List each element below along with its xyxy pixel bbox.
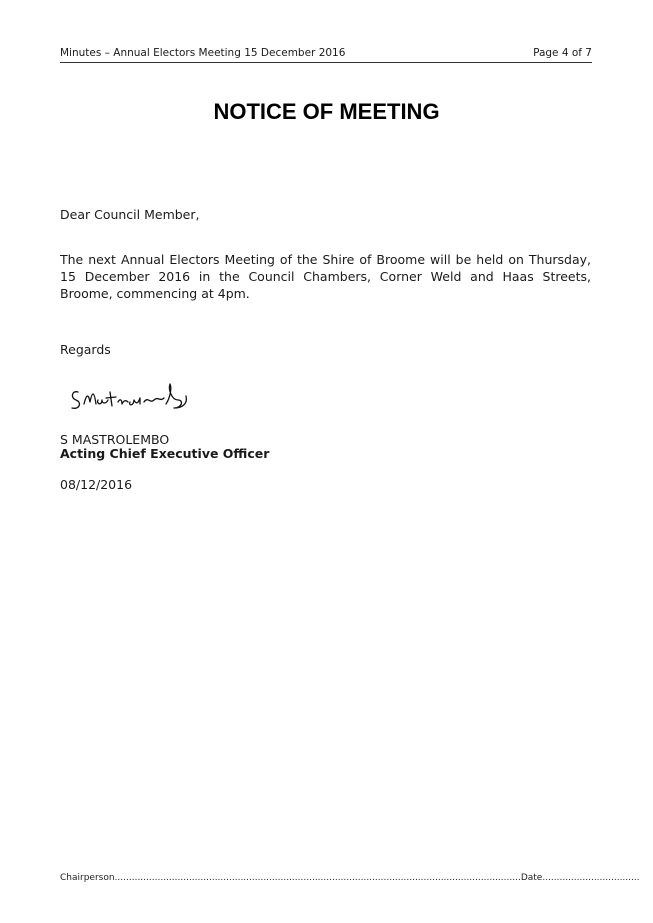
- salutation: Dear Council Member,: [60, 207, 200, 222]
- letter-date: 08/12/2016: [60, 477, 133, 492]
- page-title: NOTICE OF MEETING: [213, 99, 440, 124]
- page-footer: [60, 873, 640, 883]
- closing: Regards: [60, 342, 111, 357]
- page-header: [60, 46, 592, 63]
- date-line: ..................................: [542, 873, 640, 883]
- header-page-number: Page 4 of 7: [533, 47, 592, 59]
- handwritten-signature: [66, 378, 206, 418]
- header-document-title: Minutes – Annual Electors Meeting 15 December 2016: [60, 47, 346, 59]
- chairperson-signature-line: ..............................................................................................................................................: [114, 873, 521, 883]
- signer-name: S MASTROLEMBO: [60, 432, 170, 447]
- body-paragraph: The next Annual Electors Meeting of the Shire of Broome will be held on Thursday, 15 December 2016 in the Council Chambers, Corner Weld and Haas Streets, Broome, commencing at 4pm.: [60, 252, 591, 301]
- date-label: Date: [520, 873, 543, 883]
- signer-title: Acting Chief Executive Officer: [60, 446, 270, 461]
- chairperson-label: Chairperson: [60, 873, 115, 883]
